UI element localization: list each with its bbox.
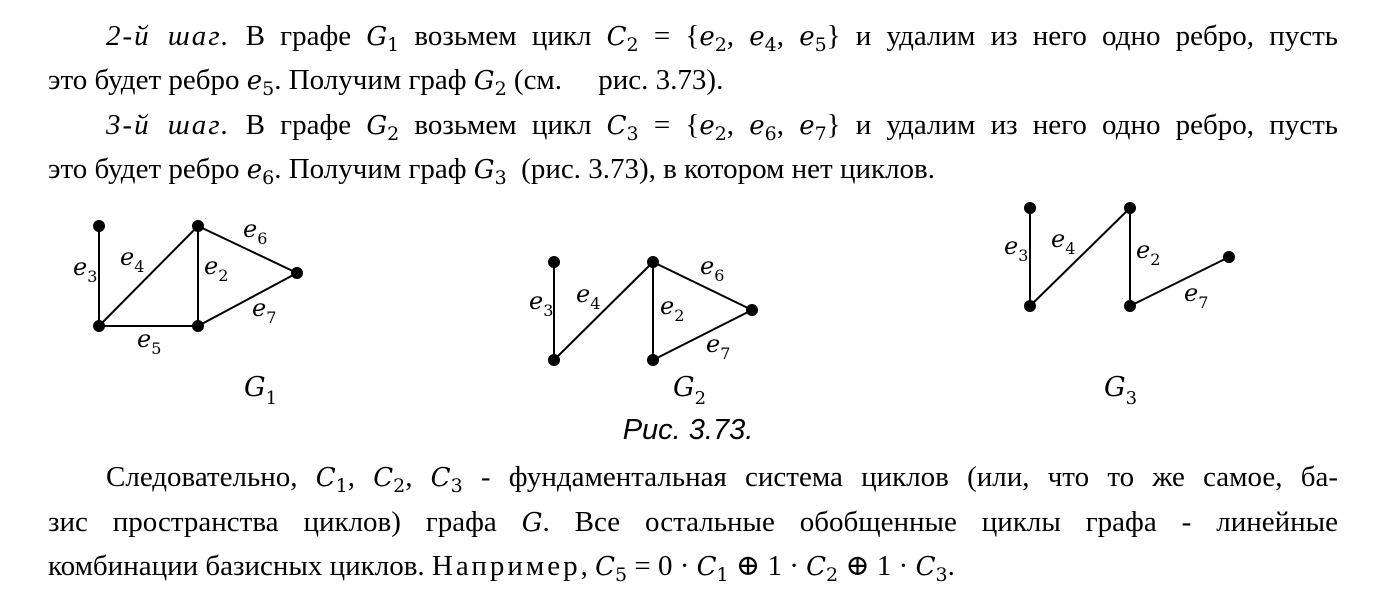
text: комбинации базисных циклов. [48, 550, 432, 582]
math-var: $e_7$ [799, 111, 827, 145]
vertex [193, 321, 203, 331]
para1-line2 [48, 62, 1338, 99]
vertex [94, 321, 104, 331]
edge-label-e4: $e_4$ [576, 280, 601, 313]
step2-label: 2-й шаг. [106, 20, 231, 52]
math-var: $e_5$ [246, 66, 275, 100]
edge-label-e2: $e_2$ [660, 292, 685, 325]
text: . Все остальные обобщенные циклы графа - линейные [542, 506, 1338, 538]
edge-label-e2: $e_2$ [204, 252, 229, 285]
vertex [648, 257, 658, 267]
text: , [726, 20, 750, 52]
math-var: $e_5$ [799, 22, 827, 56]
text: , [776, 109, 800, 141]
edge-e7 [1130, 257, 1229, 306]
text: (рис. 3.73), в котором нет циклов. [506, 153, 935, 185]
para2-line2 [48, 151, 1338, 188]
text: , [347, 461, 374, 493]
edge-e4 [554, 262, 653, 360]
text: возьмем цикл [399, 20, 607, 52]
text: . Получим граф [274, 153, 474, 185]
text: , [405, 461, 431, 493]
para3-line2 [48, 504, 1338, 541]
vertex [292, 268, 302, 278]
text: - фундаментальная система циклов (или, что то же самое, ба- [462, 461, 1338, 493]
text: = { [638, 109, 700, 141]
vertex [1125, 301, 1135, 311]
vertex [549, 257, 559, 267]
edge-label-e4: $e_4$ [1051, 225, 1076, 258]
vertex [1125, 203, 1135, 213]
text: , [776, 20, 800, 52]
edge-e7 [198, 273, 297, 326]
text: это будет ребро [48, 153, 247, 185]
edge-label-e3: $e_3$ [529, 287, 554, 320]
vertex [94, 221, 104, 231]
math-var: $C_3$ [606, 111, 639, 145]
edge-e4 [1030, 208, 1130, 306]
math-var: $G_3$ [473, 155, 507, 189]
edge-label-e7: $e_7$ [252, 294, 277, 327]
text: возьмем цикл [399, 109, 607, 141]
edge-label-e7: $e_7$ [706, 330, 731, 363]
vertex [1025, 203, 1035, 213]
math-var: $C_2$ [373, 463, 406, 497]
edge-label-e5: $e_5$ [137, 325, 162, 358]
math-var: $e_6$ [749, 111, 777, 145]
math-var: $e_4$ [749, 22, 777, 56]
vertex [193, 221, 203, 231]
text: В графе [230, 20, 367, 52]
text: . Получим граф [274, 64, 474, 96]
text: это будет ребро [48, 64, 247, 96]
math-var: $C_2$ [606, 22, 639, 56]
math-var: $C_1$ [315, 463, 348, 497]
math-var: $e_6$ [246, 155, 275, 189]
para3-line1 [106, 459, 1338, 496]
text: , [580, 550, 596, 582]
text: = { [638, 20, 700, 52]
edge-label-e6: $e_6$ [243, 215, 268, 248]
math-var: $C_3$ [915, 552, 948, 586]
vertex [648, 355, 658, 365]
text: ⊕ 1 · [838, 550, 916, 582]
graph-title-g3: $G_3$ [1104, 372, 1138, 409]
math-var: $C_3$ [430, 463, 463, 497]
figure-caption: Рис. 3.73. [622, 414, 754, 446]
vertex [549, 355, 559, 365]
text: (см. рис. 3.73). [506, 64, 724, 96]
math-var: $e_2$ [699, 22, 727, 56]
math-var: $G_1$ [366, 22, 400, 56]
text: } и удалим из него одно ребро, пусть [826, 20, 1339, 52]
text: . [947, 550, 955, 582]
math-var: $C_2$ [806, 552, 839, 586]
vertex [1224, 252, 1234, 262]
graph-title-g1: $G_1$ [244, 372, 278, 409]
edge-label-e4: $e_4$ [120, 243, 145, 276]
figure-3-73 [0, 192, 1376, 412]
edge-label-e7: $e_7$ [1184, 279, 1209, 312]
text: зис пространства циклов) графа [48, 506, 522, 538]
math-var: $e_2$ [699, 111, 727, 145]
para2-line1 [106, 107, 1338, 144]
text: ⊕ 1 · [728, 550, 807, 582]
vertex [747, 305, 757, 315]
math-var: G [521, 508, 543, 538]
para3-line3 [48, 548, 1338, 585]
text: } и удалим из него одно ребро, пусть [826, 109, 1339, 141]
edge-label-e3: $e_3$ [1004, 232, 1029, 265]
math-var: $G_2$ [473, 66, 507, 100]
edge-label-e3: $e_3$ [73, 253, 98, 286]
step3-label: 3-й шаг. [106, 109, 231, 141]
text: В графе [230, 109, 367, 141]
vertex [1025, 301, 1035, 311]
edge-label-e6: $e_6$ [700, 252, 725, 285]
text: , [726, 109, 750, 141]
text: Следовательно, [106, 461, 316, 493]
example-word: Например [431, 550, 581, 582]
edge-e4 [99, 226, 198, 326]
para1-line1 [106, 18, 1338, 55]
math-var: $C_1$ [696, 552, 729, 586]
edge-label-e2: $e_2$ [1136, 236, 1161, 269]
text: = 0 · [627, 550, 697, 582]
math-var: $C_5$ [595, 552, 628, 586]
graph-title-g2: $G_2$ [673, 372, 707, 409]
math-var: $G_2$ [366, 111, 400, 145]
